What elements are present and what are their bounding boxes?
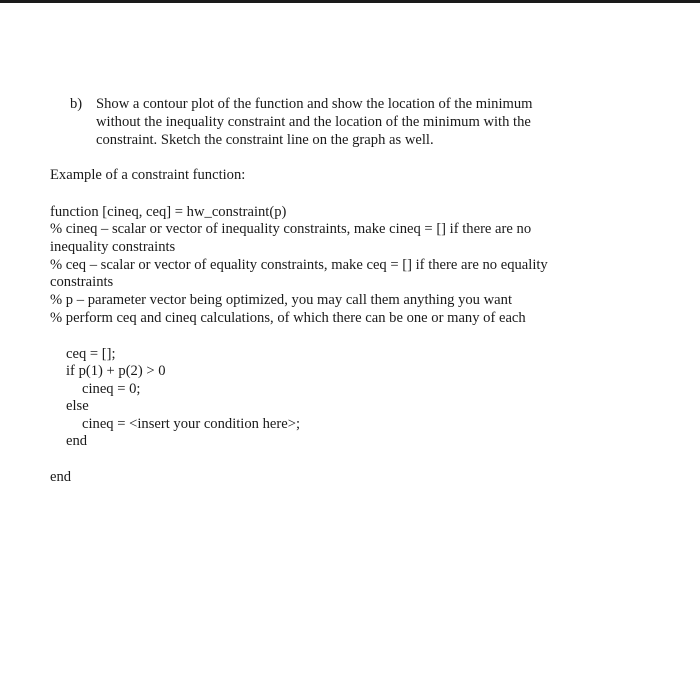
comment-line-4: constraints: [50, 274, 114, 290]
part-b-line-2: without the inequality constraint and the location of the minimum with the: [96, 114, 531, 130]
code-end-if: end: [66, 433, 88, 449]
code-else: else: [66, 398, 89, 414]
code-ceq-init: ceq = [];: [66, 346, 116, 362]
part-b-line-1: Show a contour plot of the function and show the location of the minimum: [96, 96, 533, 112]
code-cineq-condition: cineq = <insert your condition here>;: [82, 416, 301, 432]
comment-line-6: % perform ceq and cineq calculations, of which there can be one or many of each: [50, 310, 526, 326]
example-heading: Example of a constraint function:: [50, 167, 246, 183]
part-b-line-3: constraint. Sketch the constraint line on the graph as well.: [96, 132, 434, 148]
comment-line-5: % p – parameter vector being optimized, you may call them anything you want: [50, 292, 512, 308]
comment-line-2: inequality constraints: [50, 239, 176, 255]
top-border: [0, 0, 700, 3]
comment-line-3: % ceq – scalar or vector of equality constraints, make ceq = [] if there are no equality: [50, 257, 548, 273]
code-if-statement: if p(1) + p(2) > 0: [66, 363, 166, 379]
code-end-function: end: [50, 469, 72, 485]
comment-line-1: % cineq – scalar or vector of inequality constraints, make cineq = [] if there are no: [50, 221, 532, 237]
code-cineq-zero: cineq = 0;: [82, 381, 141, 397]
function-signature: function [cineq, ceq] = hw_constraint(p): [50, 204, 287, 220]
part-b-marker: b): [70, 96, 83, 112]
